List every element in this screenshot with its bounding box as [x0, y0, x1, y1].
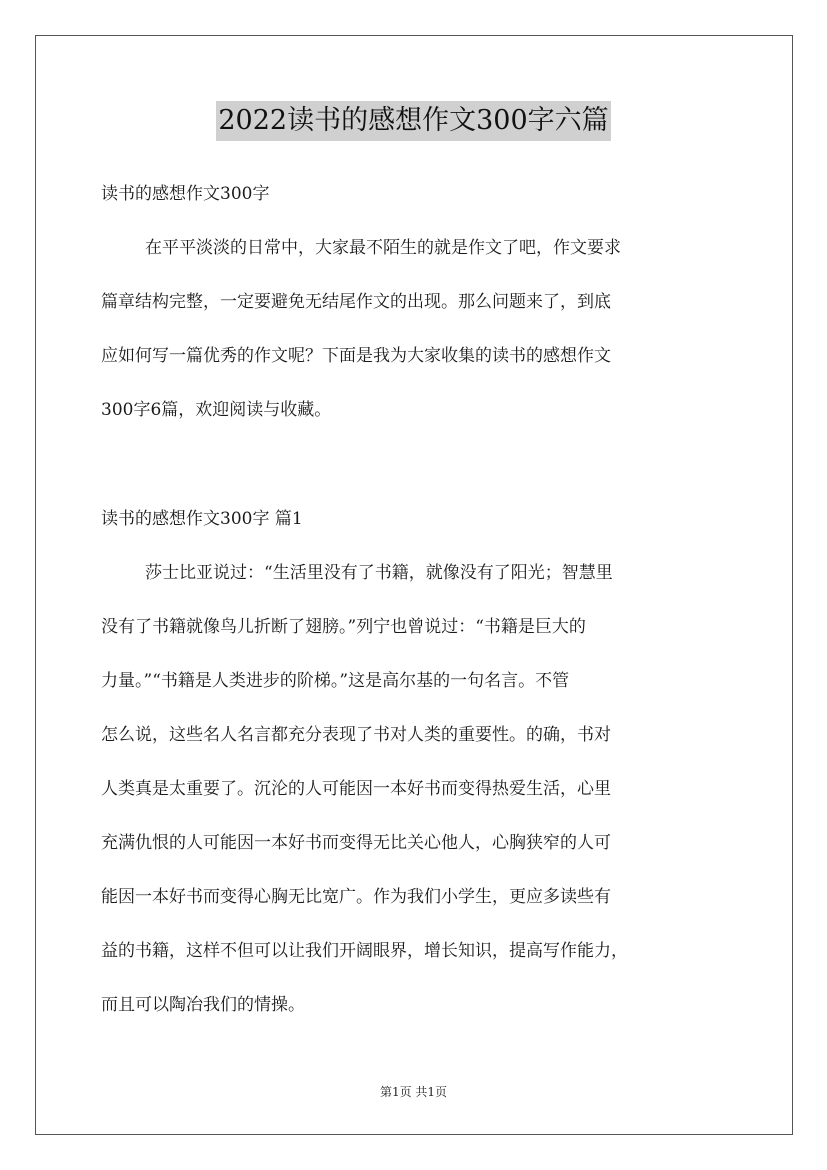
paragraph-line: 而且可以陶冶我们的情操。 — [101, 995, 305, 1015]
paragraph-line: 充满仇恨的人可能因一本好书而变得无比关心他人，心胸狭窄的人可 — [101, 833, 611, 853]
paragraph-line: 人类真是太重要了。沉沦的人可能因一本好书而变得热爱生活，心里 — [101, 779, 611, 799]
paragraph-line: 在平平淡淡的日常中，大家最不陌生的就是作文了吧，作文要求 — [145, 238, 621, 258]
paragraph-line: 应如何写一篇优秀的作文呢？下面是我为大家收集的读书的感想作文 — [101, 346, 611, 366]
paragraph-line: 益的书籍，这样不但可以让我们开阔眼界，增长知识，提高写作能力， — [101, 941, 628, 961]
paragraph-line: 莎士比亚说过：“生活里没有了书籍，就像没有了阳光；智慧里 — [145, 563, 613, 583]
intro-paragraph — [101, 236, 741, 452]
paragraph-line: 能因一本好书而变得心胸无比宽广。作为我们小学生，更应多读些有 — [101, 887, 611, 907]
paragraph-line: 篇章结构完整，一定要避免无结尾作文的出现。那么问题来了，到底 — [101, 292, 611, 312]
page-footer: 第1页 共1页 — [379, 1085, 448, 1099]
paragraph-line: 力量。”“书籍是人类进步的阶梯。”这是高尔基的一句名言。不管 — [101, 671, 570, 691]
document-title: 2022读书的感想作文300字六篇 — [216, 101, 610, 141]
section1-paragraph — [101, 561, 741, 1047]
paragraph-line: 没有了书籍就像鸟儿折断了翅膀。”列宁也曾说过：“书籍是巨大的 — [101, 617, 586, 637]
paragraph-line: 300字6篇，欢迎阅读与收藏。 — [101, 400, 332, 420]
section1-heading: 读书的感想作文300字 篇1 — [101, 509, 303, 529]
title-container — [0, 101, 827, 141]
paragraph-line: 怎么说，这些名人名言都充分表现了书对人类的重要性。的确，书对 — [101, 725, 611, 745]
intro-heading: 读书的感想作文300字 — [101, 184, 270, 204]
